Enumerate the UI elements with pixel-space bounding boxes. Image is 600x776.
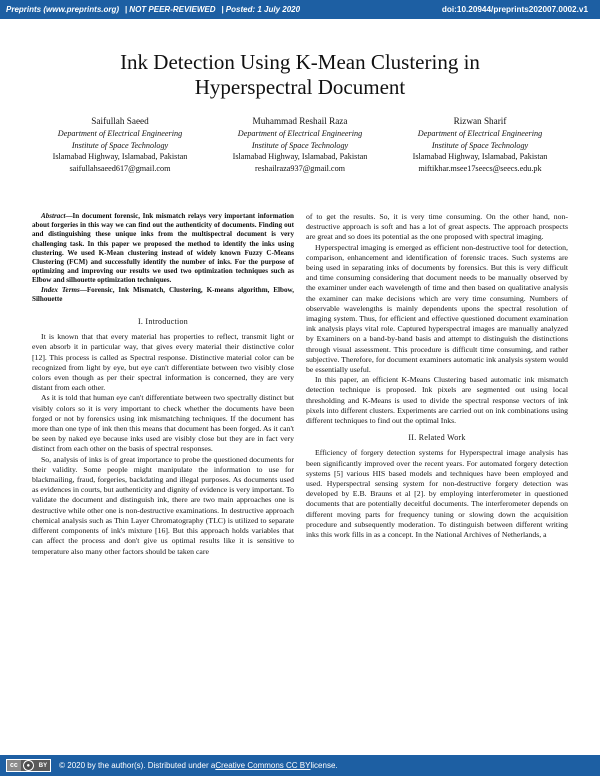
author-2 <box>210 116 390 174</box>
section-heading-related-work: II. Related Work <box>408 433 466 443</box>
abstract-text: —In document forensic, Ink mismatch relays very important information about forgeries in this way we can find out the authenticity of documents. Finding out and distinguishing these unique inks from the multispectral document is very challenging task. In this paper we proposed the method to identify the inks using clustering. We used K-Mean clustering instead of widely known Fuzzy C-Means Clustering (FCM) and successfully identify the number of inks. For the purpose of optimizing and improving our results we used two optimization techniques such as Elbow and silhouette optimization techniques. <box>32 212 294 285</box>
index-terms-label: Index Terms <box>41 285 80 294</box>
by-badge-label: BY <box>38 762 48 769</box>
license-prefix: © 2020 by the author(s). Distributed under a <box>59 761 216 770</box>
author-institute: Institute of Space Technology <box>431 140 529 150</box>
cc-badge-label: cc <box>7 760 21 771</box>
intro-paragraph-4: Hyperspectral imaging is emerged as efficient non-destructive tool for detection, comparison, enhancement and identification of forensic traces. Such systems are being used in separating inks of documents by forensics. But this is very difficult and time consuming considering that document needs to be manually observed by the examiner under each wavelength of time and then based on qualitative analysis the examiner can make decisions which are very time consuming. Numbers of observable wavelengths is mainly dependents upons the spectral resolution of imaging system. Thus, for efficient and effective questioned document examination ink analysis plays vital role. Captured hyperspectral images are manually analyzed by Examiners on a band-by-band basis and attempt to distinguish the distinctions through visual assessment. This procedure is difficult time consuming, and rather subjective. Therefore, for document examiners automatic ink analysis system would be essentially useful. <box>306 242 568 375</box>
intro-paragraph-continued: of to get the results. So, it is very time consuming. On the other hand, non-destructive approach is soft and has a lot of great aspects. The approach prospects are great and so does its potential as the one proposed with spectral imaging. <box>306 212 568 242</box>
author-name: Rizwan Sharif <box>453 116 507 126</box>
site-link[interactable]: Preprints (www.preprints.org) <box>6 5 120 14</box>
right-column <box>306 212 568 540</box>
preprint-header-bar <box>0 0 600 19</box>
author-email[interactable]: reshailraza937@gmail.com <box>254 163 346 173</box>
review-status: NOT PEER-REVIEWED <box>129 5 216 14</box>
author-email[interactable]: miftikhar.msee17seecs@seecs.edu.pk <box>418 163 542 173</box>
author-name: Saifullah Saeed <box>91 116 149 126</box>
author-department: Department of Electrical Engineering <box>237 129 363 139</box>
abstract-label: Abstract <box>41 212 66 220</box>
title-line-1: Ink Detection Using K-Mean Clustering in <box>120 50 480 74</box>
author-institute: Institute of Space Technology <box>71 140 169 150</box>
index-terms-text: —Forensic, Ink Mismatch, Clustering, K-means algorithm, Elbow, Silhouette <box>32 285 295 303</box>
author-address: Islamabad Highway, Islamabad, Pakistan <box>232 152 368 162</box>
author-name: Muhammad Reshail Raza <box>252 116 348 126</box>
separator: | <box>221 5 224 14</box>
related-work-paragraph-1: Efficiency of forgery detection systems for Hyperspectral image analysis has been significantly improved over the recent years. For automated forgery detection systems [5] various HIS based models and techniques have been employed and used. Hyperspectral sensing system for non-destructive forgery detection was developed by E.B. Brauns et al [2]. by employing interferometer in questioned documents that are potentially deceitful documents. The interferometer depends on different moving parts for frequency tuning or slowing down the acquisition procedure and subsequently moderation. To distinguish between different writing inks this work fills in as a concept. In the National Archives of Netherlands, a <box>306 448 568 540</box>
paper-title <box>60 50 540 100</box>
left-column <box>32 212 294 557</box>
doi-link[interactable]: doi:10.20944/preprints202007.0002.v1 <box>441 5 588 14</box>
license-suffix: license. <box>310 761 338 770</box>
author-email[interactable]: saifullahsaeed617@gmail.com <box>69 163 171 173</box>
cc-by-badge[interactable] <box>6 759 51 772</box>
title-line-2: Hyperspectral Document <box>194 75 406 99</box>
intro-paragraph-2: As it is told that human eye can't differentiate between two spectrally distinct but visibly colors so it is very important to check whether the documents have been forged or not by forensics using ink mismatching techniques. If the document has more than one type of ink then this means that document has been forged. As it can't be seen by naked eye because inks used are visibly close but they are in fact very distinct from each other on the basis of spectral responses. <box>32 393 294 454</box>
separator: | <box>125 5 128 14</box>
author-address: Islamabad Highway, Islamabad, Pakistan <box>412 152 548 162</box>
author-address: Islamabad Highway, Islamabad, Pakistan <box>52 152 188 162</box>
header-left <box>6 5 302 14</box>
abstract <box>32 212 294 286</box>
intro-paragraph-1: It is known that that every material has properties to reflect, transmit light or even absorb it in particular way, that gives every material their distinctive color [12]. This process is called as Spectral response. Distinctive material color can be recognized from light by eye, but eye can't differentiate between two visibly close colors even though as per their spectral information is concerned, they are very distant from each other. <box>32 332 294 393</box>
author-3 <box>390 116 570 174</box>
license-link[interactable]: Creative Commons CC BY <box>215 761 311 770</box>
author-department: Department of Electrical Engineering <box>417 129 543 139</box>
index-terms <box>32 286 294 304</box>
posted-date: Posted: 1 July 2020 <box>225 5 301 14</box>
license-footer-bar <box>0 755 600 776</box>
author-block <box>30 116 570 174</box>
author-1 <box>30 116 210 174</box>
section-heading-introduction: I. Introduction <box>137 317 189 327</box>
person-icon: ● <box>23 760 34 771</box>
author-department: Department of Electrical Engineering <box>57 129 183 139</box>
intro-paragraph-5: In this paper, an efficient K-Means Clustering based automatic ink mismatch detection technique is proposed. Ink pixels are segmented out using local thresholding and K-Means is used to divide the spectral response vectors of ink pixels into different clusters. Experiments are carried out on ink combinations using different techniques to find out the optimal Inks. <box>306 375 568 426</box>
author-institute: Institute of Space Technology <box>251 140 349 150</box>
intro-paragraph-3: So, analysis of inks is of great importance to probe the questioned documents for their validity. Some people might manipulate the information to use for blackmailing, fraud, forgeries, backdating and illegal purposes. As documents used as evidences in courts, but authenticity and dignity of evidence is very important. To validate the document and distinguish ink, there are two main approaches one is destructive while other one is non-destructive examinations. In destructive approach chemical analysis such as Thin Layer Chromatography (TLC) is utilized to separate different components of ink's mixture [16]. But this approach holds variables that can affect the process and don't give us optimal results like it is sensitive to temperature also many other factors should be taken care <box>32 454 294 556</box>
